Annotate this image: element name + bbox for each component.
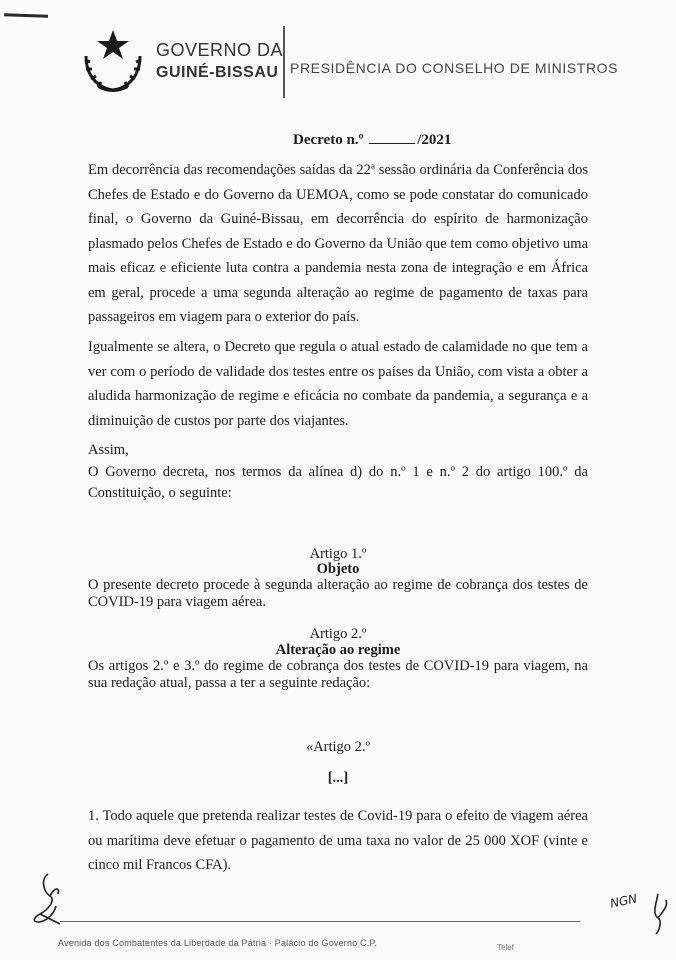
scan-mark	[4, 13, 48, 18]
article-2-title: Alteração ao regime	[275, 642, 401, 658]
footer-address: Avenida dos Combatentes da Liberdade da Pátria · Palácio do Governo C.P.	[58, 938, 378, 948]
article-1-heading: Artigo 1.º	[309, 546, 367, 562]
article-1-text: O presente decreto procede à segunda alteração ao regime de cobrança dos testes de COVID-19 para viagem aérea.	[88, 577, 588, 610]
quoted-article-heading: «Artigo 2.º	[305, 739, 371, 755]
decree-number-blank	[369, 132, 415, 144]
ministry-name: PRESIDÊNCIA DO CONSELHO DE MINISTROS	[290, 60, 619, 76]
government-name-line1: GOVERNO DA	[156, 40, 284, 60]
paragraph-intro: Em decorrência das recomendações saídas da 22ª sessão ordinária da Conferência dos Chefes de Estado e do Governo da UEMOA, como se pode constatar do comunicado final, o Governo da Guiné-Bissau, em decorrência do espírito de harmonização plasmado pelos Chefes de Estado e do Governo da União que tem como objetivo uma mais eficaz e eficiente luta contra a pandemia nesta zona de integração e em África em geral, procede a uma segunda alteração ao regime de pagamento de taxas para passageiros em viagem para o exterior do país.	[88, 162, 588, 325]
decree-title-suffix: /2021	[417, 132, 452, 148]
article-1-title: Objeto	[316, 561, 360, 577]
omission-marker: [...]	[327, 770, 349, 786]
article-2-heading: Artigo 2.º	[309, 626, 367, 642]
signature-initials: NGN	[608, 891, 639, 911]
decree-title-prefix: Decreto n.º	[293, 132, 364, 148]
article-item-1: 1. Todo aquele que pretenda realizar testes de Covid-19 para o efeito de viagem aérea ou marítima deve efetuar o pagamento de uma taxa no valor de 25 000 XOF (vinte e cinco mil Francos CFA).	[88, 808, 588, 873]
footer-telephone: Telef	[497, 943, 514, 952]
paragraph-assim: Assim,	[88, 442, 129, 458]
decree-title	[293, 132, 451, 149]
government-name	[156, 39, 283, 85]
signature-right	[608, 888, 672, 938]
article-2-text: Os artigos 2.º e 3.º do regime de cobrança dos testes de COVID-19 para viagem, na sua redação atual, passa a ter a seguinte redação:	[88, 658, 588, 691]
government-name-line2: GUINÉ-BISSAU	[156, 64, 279, 81]
footer-divider	[60, 921, 580, 922]
coat-of-arms-icon	[78, 26, 148, 94]
paragraph-decree-basis: O Governo decreta, nos termos da alínea d) do n.º 1 e n.º 2 do artigo 100.º da Constituição, o seguinte:	[88, 464, 588, 501]
paragraph-second: Igualmente se altera, o Decreto que regula o atual estado de calamidade no que tem a ver com o período de validade dos testes entre os países da União, com vista a obter a aludida harmonização de regime e eficácia no combate da pandemia, a segurança e a diminuição de custos por parte dos viajantes.	[88, 339, 588, 429]
header-divider	[283, 26, 285, 98]
